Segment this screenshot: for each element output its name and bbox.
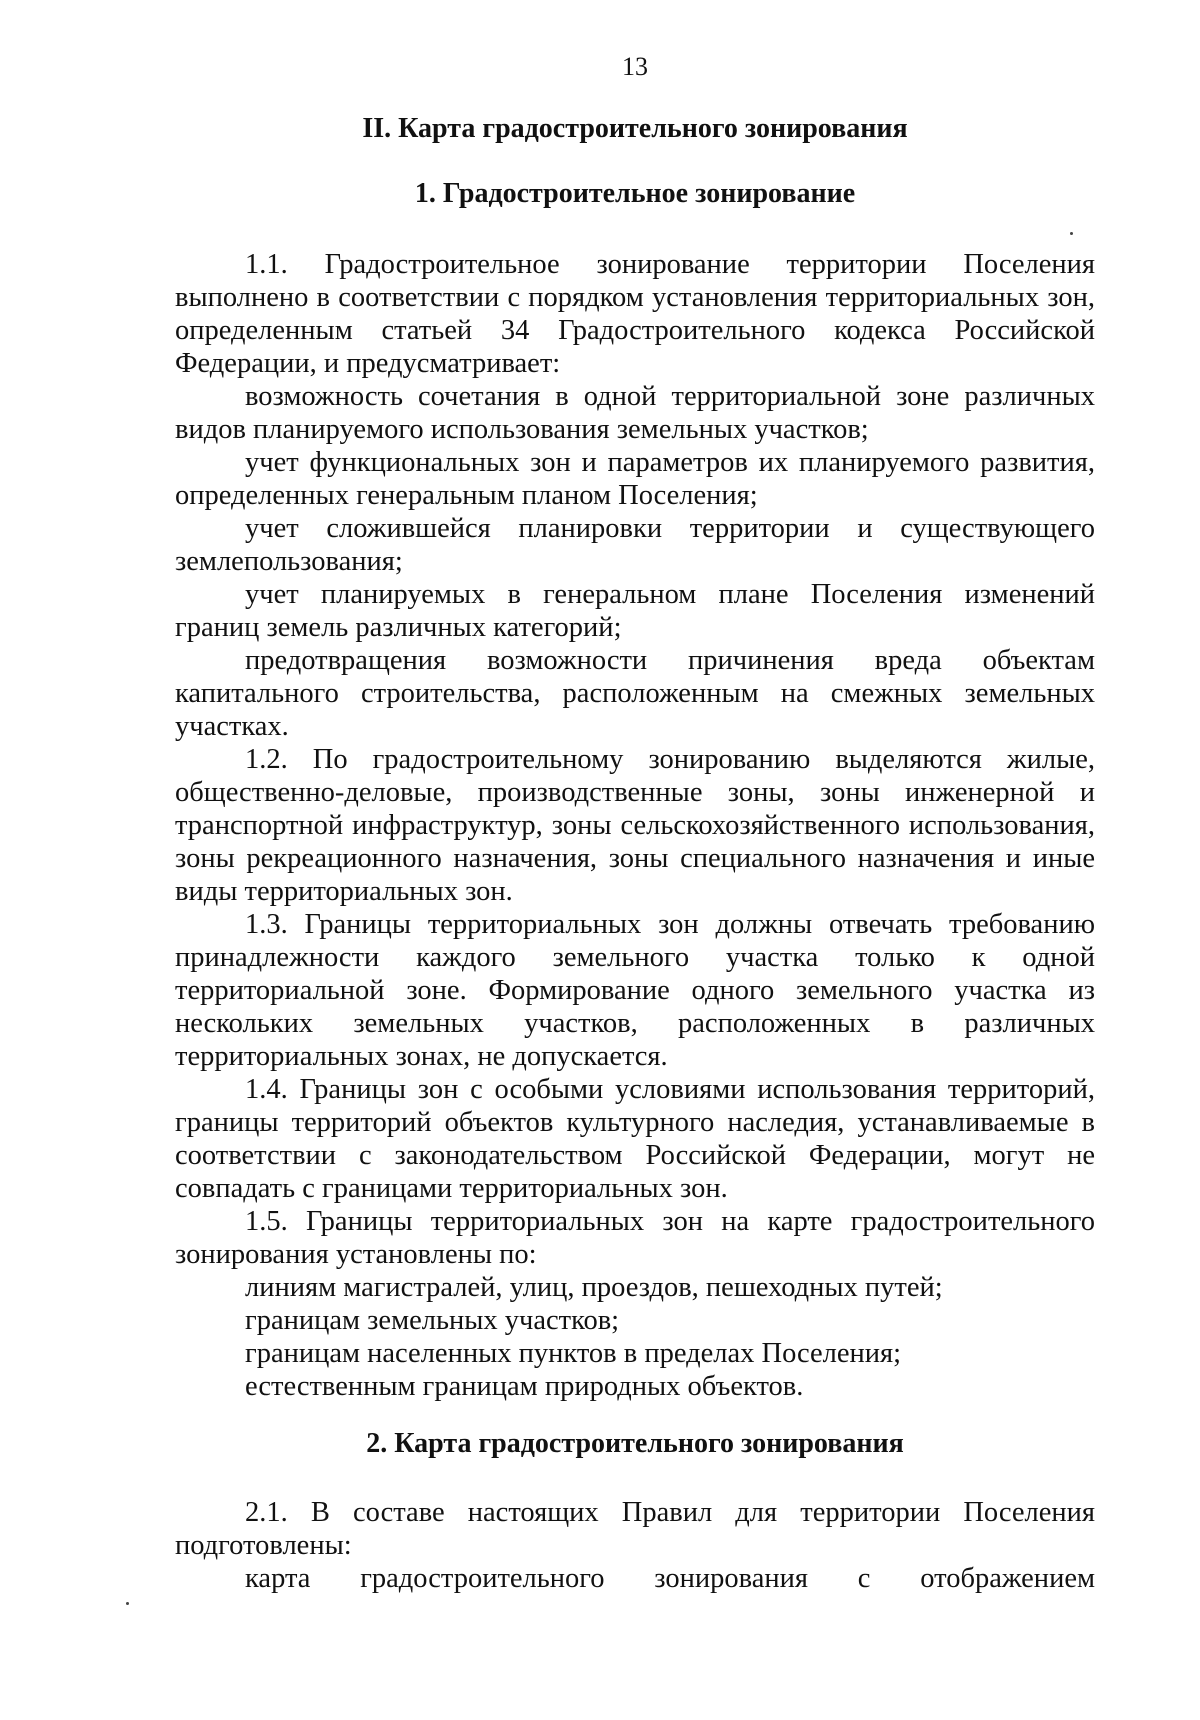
- scan-speck: [1070, 232, 1073, 235]
- paragraph-2-1: 2.1. В составе настоящих Правил для территории Поселения подготовлены:: [175, 1497, 1095, 1561]
- list-item-land-categories: учет планируемых в генеральном плане Поселения изменений границ земель различных категорий;: [175, 579, 1095, 643]
- list-item-natural-borders: естественным границам природных объектов.: [245, 1371, 804, 1402]
- list-item-highways: линиям магистралей, улиц, проездов, пешеходных путей;: [245, 1272, 943, 1303]
- paragraph-1-5: 1.5. Границы территориальных зон на карте градостроительного зонирования установлены по:: [175, 1206, 1095, 1270]
- paragraph-1-4: 1.4. Границы зон с особыми условиями использования территорий, границы территорий объектов культурного наследия, устанавливаемые в соответствии с законодательством Российской Федерации, могут не совпадать с границами территориальных зон.: [175, 1074, 1095, 1204]
- paragraph-1-3: 1.3. Границы территориальных зон должны отвечать требованию принадлежности каждого земельного участка только к одной территориальной зоне. Формирование одного земельного участка из нескольких земельных участков, расположенных в различных территориальных зонах, не допускается.: [175, 909, 1095, 1072]
- list-item-functional-zones: учет функциональных зон и параметров их планируемого развития, определенных генеральным планом Поселения;: [175, 447, 1095, 511]
- subsection-title-2: 2. Карта градостроительного зонирования: [366, 1428, 904, 1459]
- scan-speck: [126, 1602, 129, 1605]
- list-item-harm-prevention: предотвращения возможности причинения вреда объектам капитального строительства, расположенным на смежных земельных участках.: [175, 645, 1095, 742]
- section-title: II. Карта градостроительного зонирования: [362, 113, 908, 144]
- list-item-zoning-map: карта градостроительного зонирования с отображением: [245, 1563, 1095, 1594]
- paragraph-1-1: 1.1. Градостроительное зонирование территории Поселения выполнено в соответствии с порядком установления территориальных зон, определенным статьей 34 Градостроительного кодекса Российской Федерации, и предусматривает:: [175, 249, 1095, 379]
- list-item-settlements: границам населенных пунктов в пределах Поселения;: [245, 1338, 902, 1369]
- body-text-block-1: [175, 248, 1095, 1403]
- page-number: 13: [622, 52, 648, 81]
- paragraph-1-2: 1.2. По градостроительному зонированию выделяются жилые, общественно-деловые, производственные зоны, зоны инженерной и транспортной инфраструктур, зоны сельскохозяйственного использования, зоны рекреационного назначения, зоны специального назначения и иные виды территориальных зон.: [175, 744, 1095, 907]
- list-item-combination: возможность сочетания в одной территориальной зоне различных видов планируемого использования земельных участков;: [175, 381, 1095, 445]
- list-item-existing-planning: учет сложившейся планировки территории и существующего землепользования;: [175, 513, 1095, 577]
- subsection-title-1: 1. Градостроительное зонирование: [414, 178, 856, 209]
- list-item-land-plots: границам земельных участков;: [245, 1305, 620, 1336]
- body-text-block-2: [175, 1496, 1095, 1595]
